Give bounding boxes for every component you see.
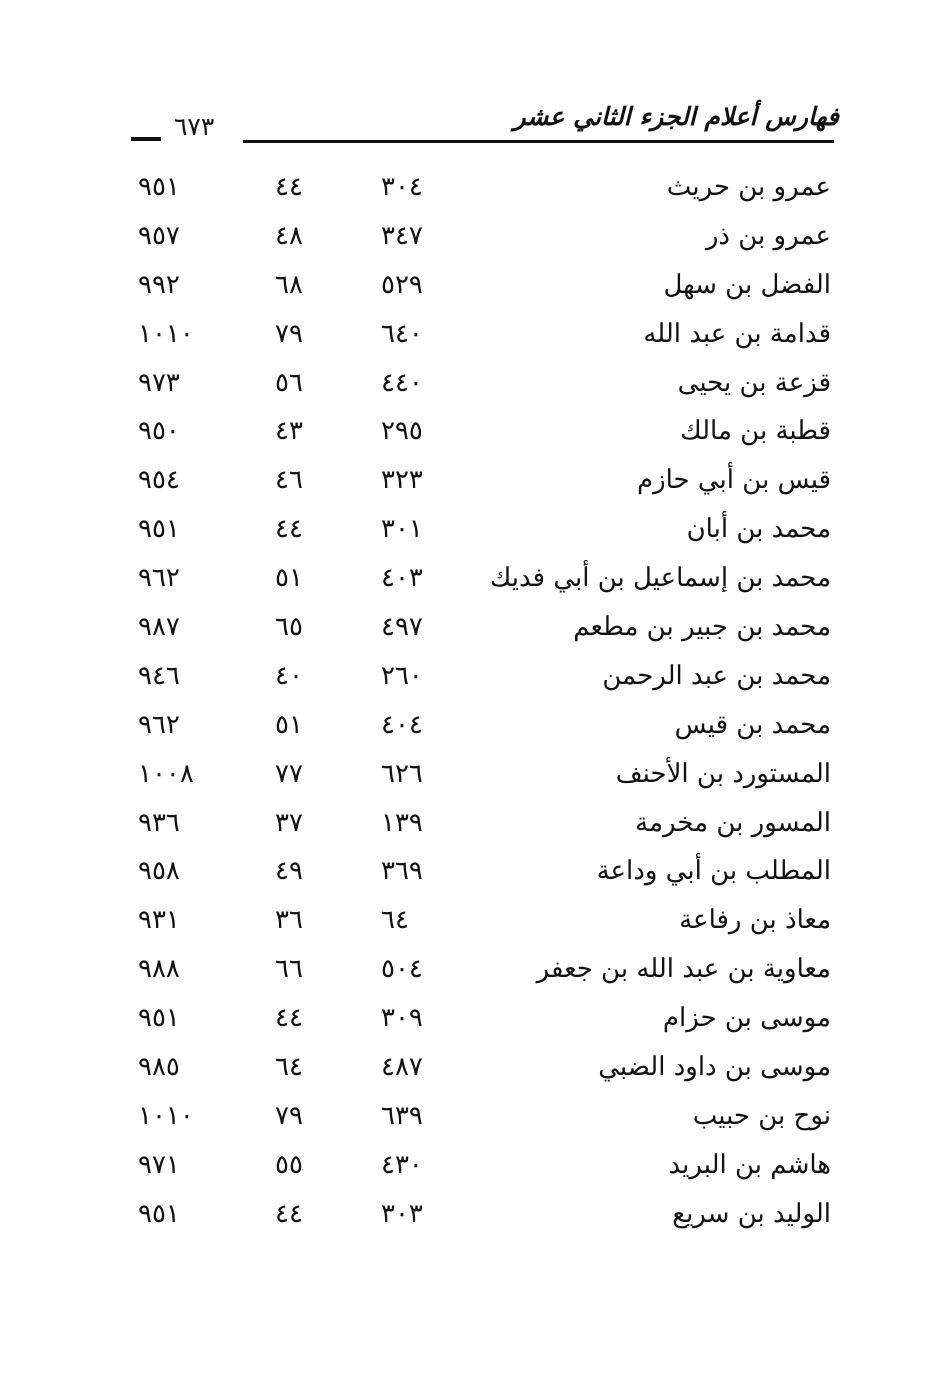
index-name: المطلب بن أبي وداعة [596,856,831,887]
index-ref-1: ٣٠١ [381,514,423,545]
index-ref-2: ٤٩ [275,856,303,887]
index-name: المستورد بن الأحنف [615,758,831,789]
index-ref-3: ٩٥١ [138,172,180,202]
index-row [0,408,939,457]
index-ref-1: ٤٨٧ [381,1052,423,1083]
index-ref-3: ٩٥٤ [138,465,180,496]
index-name: موسى بن حزام [662,1003,831,1034]
index-ref-2: ٤٠ [275,660,303,691]
index-ref-3: ٩٥١ [138,1198,180,1229]
index-ref-3: ٩٣١ [138,905,180,936]
index-row [0,604,939,653]
index-ref-1: ٣٠٤ [381,172,423,202]
index-ref-3: ٩٤٦ [138,660,180,691]
index-ref-3: ٩٦٢ [138,709,180,740]
index-ref-3: ١٠٠٨ [138,758,194,789]
index-ref-2: ٤٣ [275,416,303,447]
index-row [0,653,939,702]
header-rule [243,140,834,143]
index-ref-3: ٩٣٦ [138,807,180,838]
index-name: قدامة بن عبد الله [643,318,831,349]
index-ref-1: ٢٦٠ [381,660,423,691]
index-ref-1: ٥٠٤ [381,954,423,985]
index-ref-1: ٤٠٣ [381,563,423,594]
index-row [0,946,939,995]
index-row [0,213,939,262]
index-name: محمد بن قيس [674,709,831,740]
index-row [0,702,939,751]
index-ref-1: ٢٩٥ [381,416,423,447]
running-header-title: فهارس أعلام الجزء الثاني عشر [513,102,839,131]
index-ref-2: ٤٤ [275,172,303,202]
index-row [0,555,939,604]
index-ref-3: ٩٥٨ [138,856,180,887]
index-row [0,848,939,897]
index-ref-2: ٦٨ [275,269,303,300]
index-ref-3: ٩٦٢ [138,563,180,594]
index-row [0,164,939,213]
index-ref-1: ٤٠٤ [381,709,423,740]
index-ref-1: ٣٢٣ [381,465,423,496]
index-row [0,311,939,360]
index-ref-3: ٩٥٠ [138,416,180,447]
index-ref-2: ٧٩ [275,1100,303,1131]
index-ref-1: ٦٤٠ [381,318,423,349]
index-name: عمرو بن ذر [705,220,831,251]
index-ref-2: ٧٧ [275,758,303,789]
index-row [0,897,939,946]
index-ref-1: ١٣٩ [381,807,423,838]
index-ref-2: ٥١ [275,709,303,740]
index-ref-1: ٤٣٠ [381,1149,423,1180]
index-name: الفضل بن سهل [663,269,831,300]
index-ref-1: ٦٤ [381,905,409,936]
index-ref-1: ٦٣٩ [381,1100,423,1131]
index-ref-3: ١٠١٠ [138,1100,194,1131]
index-row [0,262,939,311]
index-name: قطبة بن مالك [680,416,831,447]
index-row [0,1142,939,1191]
index-name: نوح بن حبيب [692,1100,831,1131]
index-name: عمرو بن حريث [666,172,831,202]
index-ref-2: ٦٤ [275,1052,303,1083]
index-ref-1: ٣٠٣ [381,1198,423,1229]
index-row [0,506,939,555]
page-number: ٦٧٣ [174,112,215,141]
index-ref-1: ٣٦٩ [381,856,423,887]
index-ref-3: ٩٩٢ [138,269,180,300]
index-ref-2: ٦٥ [275,612,303,643]
index-row [0,1191,939,1240]
index-ref-1: ٤٤٠ [381,367,423,398]
index-row [0,457,939,506]
index-list [0,164,939,1240]
index-ref-1: ٥٢٩ [381,269,423,300]
index-name: محمد بن عبد الرحمن [602,660,831,691]
index-row [0,360,939,409]
index-ref-1: ٣٤٧ [381,220,423,251]
index-ref-1: ٦٢٦ [381,758,423,789]
index-ref-3: ١٠١٠ [138,318,194,349]
index-name: معاوية بن عبد الله بن جعفر [536,954,831,985]
index-ref-2: ٦٦ [275,954,303,985]
index-ref-2: ٤٦ [275,465,303,496]
page-number-dash [131,137,161,141]
index-name: هاشم بن البريد [668,1149,831,1180]
index-ref-2: ٥١ [275,563,303,594]
index-ref-3: ٩٧١ [138,1149,180,1180]
index-name: قزعة بن يحيى [677,367,831,398]
index-ref-3: ٩٥١ [138,514,180,545]
index-ref-2: ٤٤ [275,514,303,545]
index-row [0,800,939,849]
index-ref-3: ٩٨٨ [138,954,180,985]
index-name: محمد بن إسماعيل بن أبي فديك [489,563,831,594]
index-ref-1: ٤٩٧ [381,612,423,643]
index-ref-2: ٣٦ [275,905,303,936]
index-ref-1: ٣٠٩ [381,1003,423,1034]
index-name: المسور بن مخرمة [635,807,831,838]
index-ref-3: ٩٥٧ [138,220,180,251]
index-ref-3: ٩٥١ [138,1003,180,1034]
index-ref-2: ٤٤ [275,1198,303,1229]
index-row [0,1093,939,1142]
index-ref-2: ٤٨ [275,220,303,251]
index-ref-3: ٩٧٣ [138,367,180,398]
index-name: موسى بن داود الضبي [598,1052,831,1083]
index-ref-2: ٥٥ [275,1149,303,1180]
index-ref-2: ٧٩ [275,318,303,349]
index-name: معاذ بن رفاعة [679,905,831,936]
index-ref-2: ٤٤ [275,1003,303,1034]
index-ref-3: ٩٨٧ [138,612,180,643]
index-ref-2: ٣٧ [275,807,303,838]
index-ref-2: ٥٦ [275,367,303,398]
index-name: قيس بن أبي حازم [636,465,831,496]
index-row [0,995,939,1044]
index-ref-3: ٩٨٥ [138,1052,180,1083]
index-row [0,751,939,800]
index-name: محمد بن جبير بن مطعم [573,612,831,643]
index-name: الوليد بن سريع [672,1198,831,1229]
index-name: محمد بن أبان [686,514,831,545]
index-row [0,1044,939,1093]
